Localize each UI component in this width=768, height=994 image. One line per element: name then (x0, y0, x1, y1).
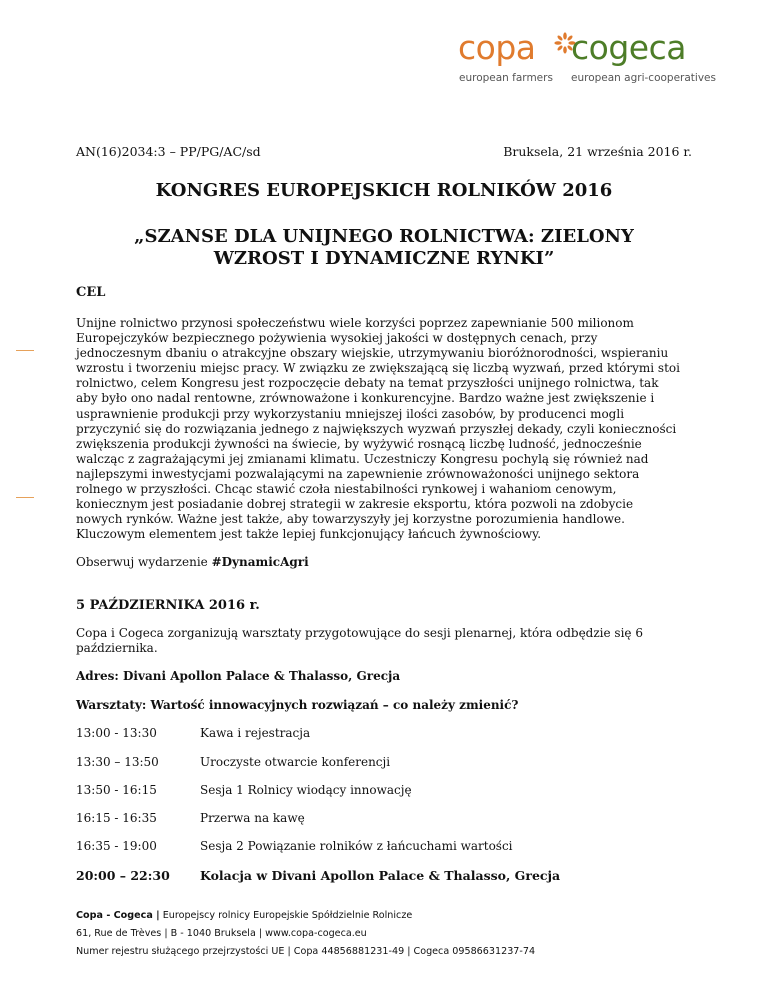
schedule-desc: Kawa i rejestracja (200, 726, 311, 740)
document-title: KONGRES EUROPEJSKICH ROLNIKÓW 2016 (155, 180, 613, 201)
footer-org-line (76, 907, 535, 925)
schedule-desc: Uroczyste otwarcie konferencji (200, 755, 391, 769)
schedule-time: 13:30 – 13:50 (76, 755, 159, 769)
logo-cogeca-word: cogeca (571, 28, 686, 67)
schedule-time: 20:00 – 22:30 (76, 868, 170, 883)
margin-mark (16, 350, 34, 351)
schedule-time: 16:15 - 16:35 (76, 811, 157, 825)
subtitle-line-1: „SZANSE DLA UNIJNEGO ROLNICTWA: ZIELONY (134, 226, 634, 247)
logo-tagline-copa: european farmers (459, 72, 553, 84)
margin-mark (16, 497, 34, 498)
aim-paragraph: Unijne rolnictwo przynosi społeczeństwu wiele korzyści poprzez zapewnianie 500 milionom Europejczyków bezpiecznego pożywienia wysokiej jakości w dostępnych cenach, przy jednoczesnym dbaniu o atrakcyjne obszary wiejskie, utrzymywaniu bioróżnorodności, wspieraniu wzrostu i tworzeniu miejsc pracy. W związku ze zwiększającą się liczbą wyzwań, przed którymi stoi rolnictwo, celem Kongresu jest rozpoczęcie debaty na temat przyszłości unijnego rolnictwa, tak aby było ono nadal rentowne, zrównoważone i konkurencyjne. Bardzo ważne jest zwiększenie i usprawnienie produkcji przy wykorzystaniu mniejszej ilości zasobów, by producenci mogli przyczynić się do rozwiązania jednego z największych wyzwań przyszłej dekady, czyli konieczności zwiększenia produkcji żywności na świecie, by wyżywić rosnącą liczbę ludność, jednocześnie walcząc z zagrażającymi jej zmianami klimatu. Uczestniczy Kongresu pochylą się również nad najlepszymi inwestycjami pozwalającymi na zapewnienie zrównoważoności unijnego sektora rolnego w przyszłości. Chcąc stawić czoła niestabilności rynkowej i wahaniom cenowym, koniecznym jest posiadanie dobrej strategii w zakresie eksportu, która pozwoli na zdobycie nowych rynków. Ważne jest także, aby towarzyszyły jej korzystne porozumienia handlowe. Kluczowym elementem jest także lepiej funkcjonujący łańcuch żywnościowy. (76, 316, 680, 542)
schedule-desc: Przerwa na kawę (200, 811, 305, 825)
logo-copa-word: copa (458, 28, 536, 67)
document-subtitle (76, 226, 692, 270)
venue-address: Adres: Divani Apollon Palace & Thalasso, Grecja (76, 669, 401, 683)
schedule-time: 13:00 - 13:30 (76, 726, 157, 740)
schedule-time: 16:35 - 19:00 (76, 839, 157, 853)
follow-prefix: Obserwuj wydarzenie (76, 555, 212, 569)
day-intro: Copa i Cogeca zorganizują warsztaty przygotowujące do sesji plenarnej, która odbędzie się 6 października. (76, 626, 643, 655)
footer-org-desc: Europejscy rolnicy Europejskie Spółdzielnie Rolnicze (159, 910, 413, 921)
document-date: Bruksela, 21 września 2016 r. (503, 144, 692, 159)
schedule-desc: Sesja 2 Powiązanie rolników z łańcuchami wartości (200, 839, 513, 853)
schedule-desc: Kolacja w Divani Apollon Palace & Thalasso, Grecja (200, 868, 561, 883)
schedule-desc: Sesja 1 Rolnicy wiodący innowację (200, 783, 412, 797)
copa-cogeca-logo (458, 28, 718, 90)
day-heading: 5 PAŹDZIERNIKA 2016 r. (76, 598, 260, 613)
subtitle-line-2: WZROST I DYNAMICZNE RYNKI” (213, 248, 555, 269)
hashtag: #DynamicAgri (211, 555, 309, 569)
footer-org: Copa - Cogeca | (76, 910, 160, 921)
workshop-title: Warsztaty: Wartość innowacyjnych rozwiązań – co należy zmienić? (76, 698, 519, 712)
logo-tagline-cogeca: european agri-cooperatives (571, 72, 716, 84)
footer (76, 907, 535, 961)
follow-line (76, 555, 309, 569)
aim-heading: CEL (76, 285, 106, 300)
footer-address: 61, Rue de Trèves | B - 1040 Bruksela | www.copa-cogeca.eu (76, 928, 367, 939)
footer-registry: Numer rejestru służącego przejrzystości UE | Copa 44856881231-49 | Cogeca 09586631237-74 (76, 946, 536, 957)
document-reference: AN(16)2034:3 – PP/PG/AC/sd (76, 144, 261, 159)
schedule-time: 13:50 - 16:15 (76, 783, 157, 797)
